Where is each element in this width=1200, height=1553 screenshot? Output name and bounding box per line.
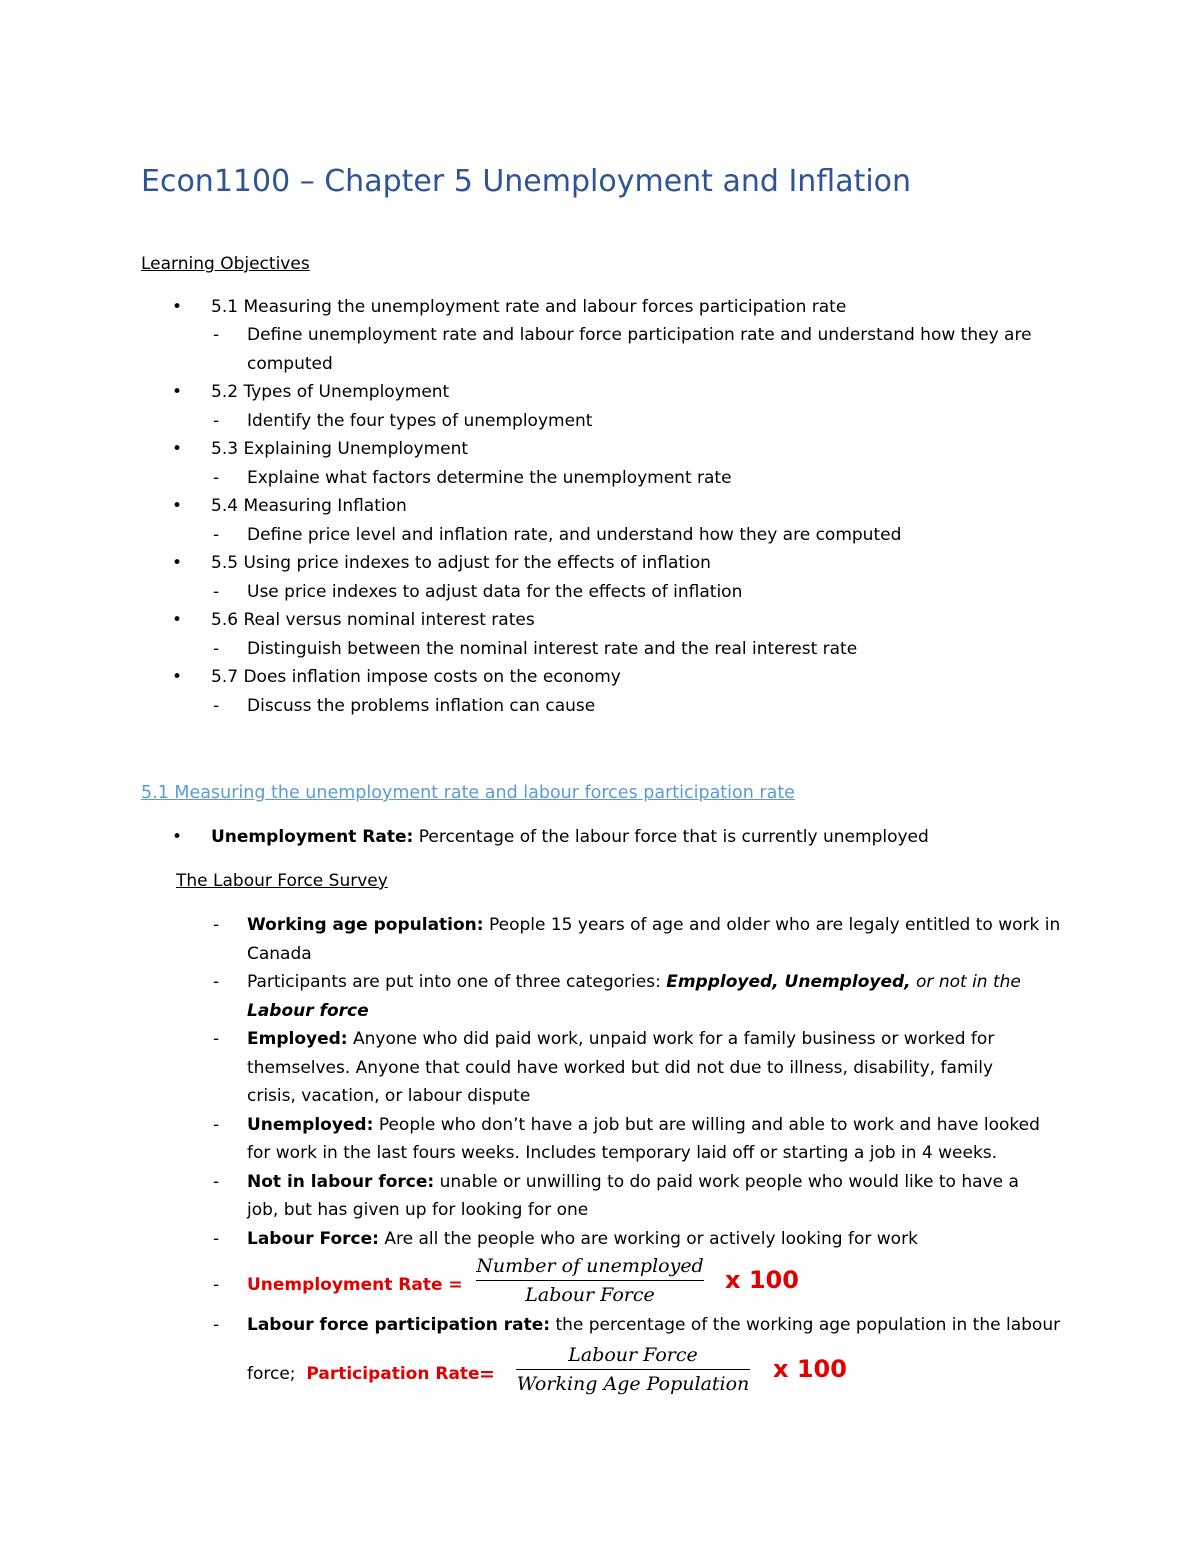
document-title: Econ1100 – Chapter 5 Unemployment and Inflation [141,164,912,199]
definition-term: Labour force participation rate: [247,1315,551,1335]
dash-icon: - [213,915,220,935]
bullet-icon: • [172,496,183,516]
dash-icon: - [213,325,220,345]
unemployment-rate-formula-label: Unemployment Rate = [247,1275,463,1295]
objective-text: Real versus nominal interest rates [243,610,535,630]
definition-text: Participants are put into one of three categories: [247,972,661,992]
unemployment-rate-definition [211,823,929,852]
not-in-labour-force-definition [247,1168,1019,1197]
definition-text: People 15 years of age and older who are legaly entitled to work in [488,915,1061,935]
fraction-numerator: Number of unemployed [476,1255,704,1277]
definition-term: Employed: [247,1029,348,1049]
learning-objectives-heading: Learning Objectives [141,254,310,274]
objective-item [211,435,468,464]
unemployment-rate-fraction [476,1252,704,1309]
objective-text: Explaining Unemployment [243,439,469,459]
participation-rate-fraction [516,1341,750,1398]
dash-icon: - [213,695,220,716]
participation-rate-formula-line [247,1360,480,1389]
bullet-icon: • [172,439,183,459]
definition-text: unable or unwilling to do paid work people who would like to have a [439,1171,1019,1192]
definition-text: themselves. Anyone that could have worked but did not due to illness, disability, family [247,1057,994,1078]
definition-text: Are all the people who are working or actively looking for work [384,1228,918,1249]
bullet-icon: • [172,553,183,573]
objective-number: 5.7 [211,667,239,687]
objective-number: 5.1 [211,297,239,317]
objective-item [211,492,407,521]
fraction-denominator: Working Age Population [516,1373,750,1395]
definition-term: Unemployed: [247,1114,374,1135]
objective-item [211,663,621,692]
labour-force-survey-heading: The Labour Force Survey [176,871,388,891]
dash-icon: - [213,1029,220,1049]
definition-text: Percentage of the labour force that is currently unemployed [418,827,929,847]
definition-text: Anyone who did paid work, unpaid work for a family business or worked for [353,1029,995,1049]
fraction-denominator: Labour Force [525,1284,655,1306]
dash-icon: - [213,581,220,602]
objective-detail: Discuss the problems inflation can cause [247,695,596,716]
unemployed-definition [247,1111,1040,1140]
labour-force-definition [247,1225,918,1254]
objective-item [211,549,711,578]
unemployment-rate-multiplier: x 100 [725,1266,799,1294]
dash-icon: - [213,1171,220,1192]
definition-term: Not in labour force: [247,1171,435,1192]
fraction-numerator: Labour Force [568,1344,698,1366]
participants-categories-cont [247,997,369,1026]
dash-icon: - [213,638,220,659]
bullet-icon: • [172,297,183,317]
objective-detail: Use price indexes to adjust data for the effects of inflation [247,581,743,602]
category-names: Labour force [247,1000,369,1021]
objective-item [211,606,535,635]
bullet-icon: • [172,382,183,402]
objective-text: Measuring the unemployment rate and labour forces participation rate [243,297,847,317]
definition-term: Working age population: [247,915,484,935]
employed-definition [247,1025,994,1054]
bullet-icon: • [172,667,183,687]
objective-detail: Distinguish between the nominal interest rate and the real interest rate [247,638,858,659]
objective-number: 5.2 [211,382,239,402]
participation-rate-multiplier: x 100 [773,1355,847,1383]
objective-item [211,293,846,322]
dash-icon: - [213,1315,220,1335]
definition-text: job, but has given up for looking for one [247,1200,589,1220]
objective-item [211,378,449,407]
bullet-icon: • [172,610,183,630]
dash-icon: - [213,1114,220,1135]
objective-detail: Define price level and inflation rate, and understand how they are computed [247,524,902,545]
definition-text: force; [247,1364,296,1384]
dash-icon: - [213,467,220,488]
participants-categories [247,968,1021,997]
objective-number: 5.4 [211,496,239,516]
objective-text: Types of Unemployment [243,382,450,402]
definition-text: Canada [247,943,312,964]
dash-icon: - [213,410,220,431]
dash-icon: - [213,1228,220,1249]
bullet-icon: • [172,827,183,847]
definition-text: the percentage of the working age population in the labour [555,1315,1061,1335]
category-text: or not in the [916,972,1021,992]
objective-detail: computed [247,353,333,374]
category-names: Empployed, Unemployed, [666,972,911,992]
objective-detail: Identify the four types of unemployment [247,410,593,431]
dash-icon: - [213,1275,220,1295]
definition-text: People who don’t have a job but are willing and able to work and have looked [378,1114,1040,1135]
objective-number: 5.5 [211,553,239,573]
objective-detail: Explaine what factors determine the unemployment rate [247,467,732,488]
objective-text: Using price indexes to adjust for the effects of inflation [243,553,711,573]
dash-icon: - [213,972,220,992]
objective-text: Does inflation impose costs on the economy [243,667,621,687]
definition-text: crisis, vacation, or labour dispute [247,1086,531,1106]
dash-icon: - [213,524,220,545]
definition-term: Unemployment Rate: [211,827,414,847]
participation-rate-equals: = [479,1363,495,1385]
definition-term: Labour Force: [247,1228,379,1249]
definition-text: for work in the last fours weeks. Includes temporary laid off or starting a job in 4 weeks. [247,1143,998,1163]
objective-number: 5.3 [211,439,239,459]
participation-rate-definition [247,1311,1060,1340]
objective-number: 5.6 [211,610,239,630]
participation-rate-formula-label: Participation Rate [306,1364,480,1384]
objective-text: Measuring Inflation [243,496,407,516]
objective-detail: Define unemployment rate and labour force participation rate and understand how they are [247,325,1032,345]
working-age-definition [247,911,1060,940]
section-heading-link[interactable]: 5.1 Measuring the unemployment rate and labour forces participation rate [141,783,795,803]
